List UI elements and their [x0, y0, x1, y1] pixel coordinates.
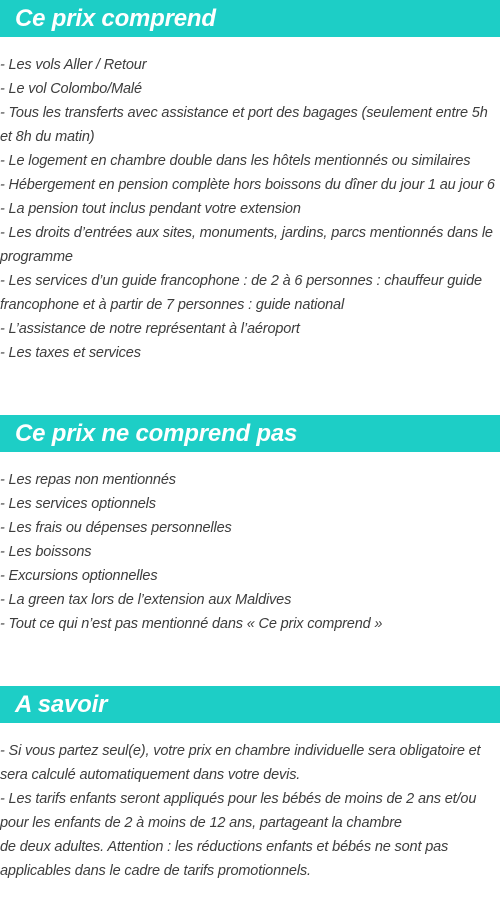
good-to-know-list	[0, 739, 500, 883]
list-item: - La green tax lors de l’extension aux Maldives	[0, 592, 292, 608]
section-title-good-to-know: A savoir	[15, 690, 108, 718]
list-item: - Hébergement en pension complète hors boissons du dîner du jour 1 au jour 6	[0, 177, 495, 193]
list-item: - Les services d’un guide francophone : de 2 à 6 personnes : chauffeur guide francophone et à partir de 7 personnes : guide national	[0, 273, 482, 313]
list-item: - Les tarifs enfants seront appliqués pour les bébés de moins de 2 ans et/ou pour les enfants de 2 à moins de 12 ans, partageant la chambre de deux adultes. Attention : les réductions enfants et bébés ne sont pas applicables dans le cadre de tarifs promotionnels.	[0, 791, 477, 879]
list-item: - Tous les transferts avec assistance et port des bagages (seulement entre 5h et 8h du matin)	[0, 105, 488, 145]
list-item: - Les droits d’entrées aux sites, monuments, jardins, parcs mentionnés dans le programme	[0, 225, 493, 265]
list-item: - Le vol Colombo/Malé	[0, 81, 142, 97]
section-header-not-included	[0, 415, 500, 452]
list-item: - Excursions optionnelles	[0, 568, 158, 584]
not-included-list	[0, 468, 500, 636]
section-title-not-included: Ce prix ne comprend pas	[15, 419, 298, 447]
section-title-included: Ce prix comprend	[15, 4, 216, 32]
list-item: - Les boissons	[0, 544, 92, 560]
list-item: - Les frais ou dépenses personnelles	[0, 520, 232, 536]
list-item: - La pension tout inclus pendant votre extension	[0, 201, 301, 217]
list-item: - Tout ce qui n’est pas mentionné dans « Ce prix comprend »	[0, 616, 383, 632]
list-item: - Le logement en chambre double dans les hôtels mentionnés ou similaires	[0, 153, 471, 169]
included-list	[0, 53, 500, 365]
list-item: - L’assistance de notre représentant à l’aéroport	[0, 321, 300, 337]
list-item: - Les taxes et services	[0, 345, 141, 361]
section-header-included	[0, 0, 500, 37]
list-item: - Les services optionnels	[0, 496, 156, 512]
list-item: - Les vols Aller / Retour	[0, 57, 147, 73]
section-header-good-to-know	[0, 686, 500, 723]
list-item: - Les repas non mentionnés	[0, 472, 176, 488]
list-item: - Si vous partez seul(e), votre prix en chambre individuelle sera obligatoire et sera calculé automatiquement dans votre devis.	[0, 743, 481, 783]
